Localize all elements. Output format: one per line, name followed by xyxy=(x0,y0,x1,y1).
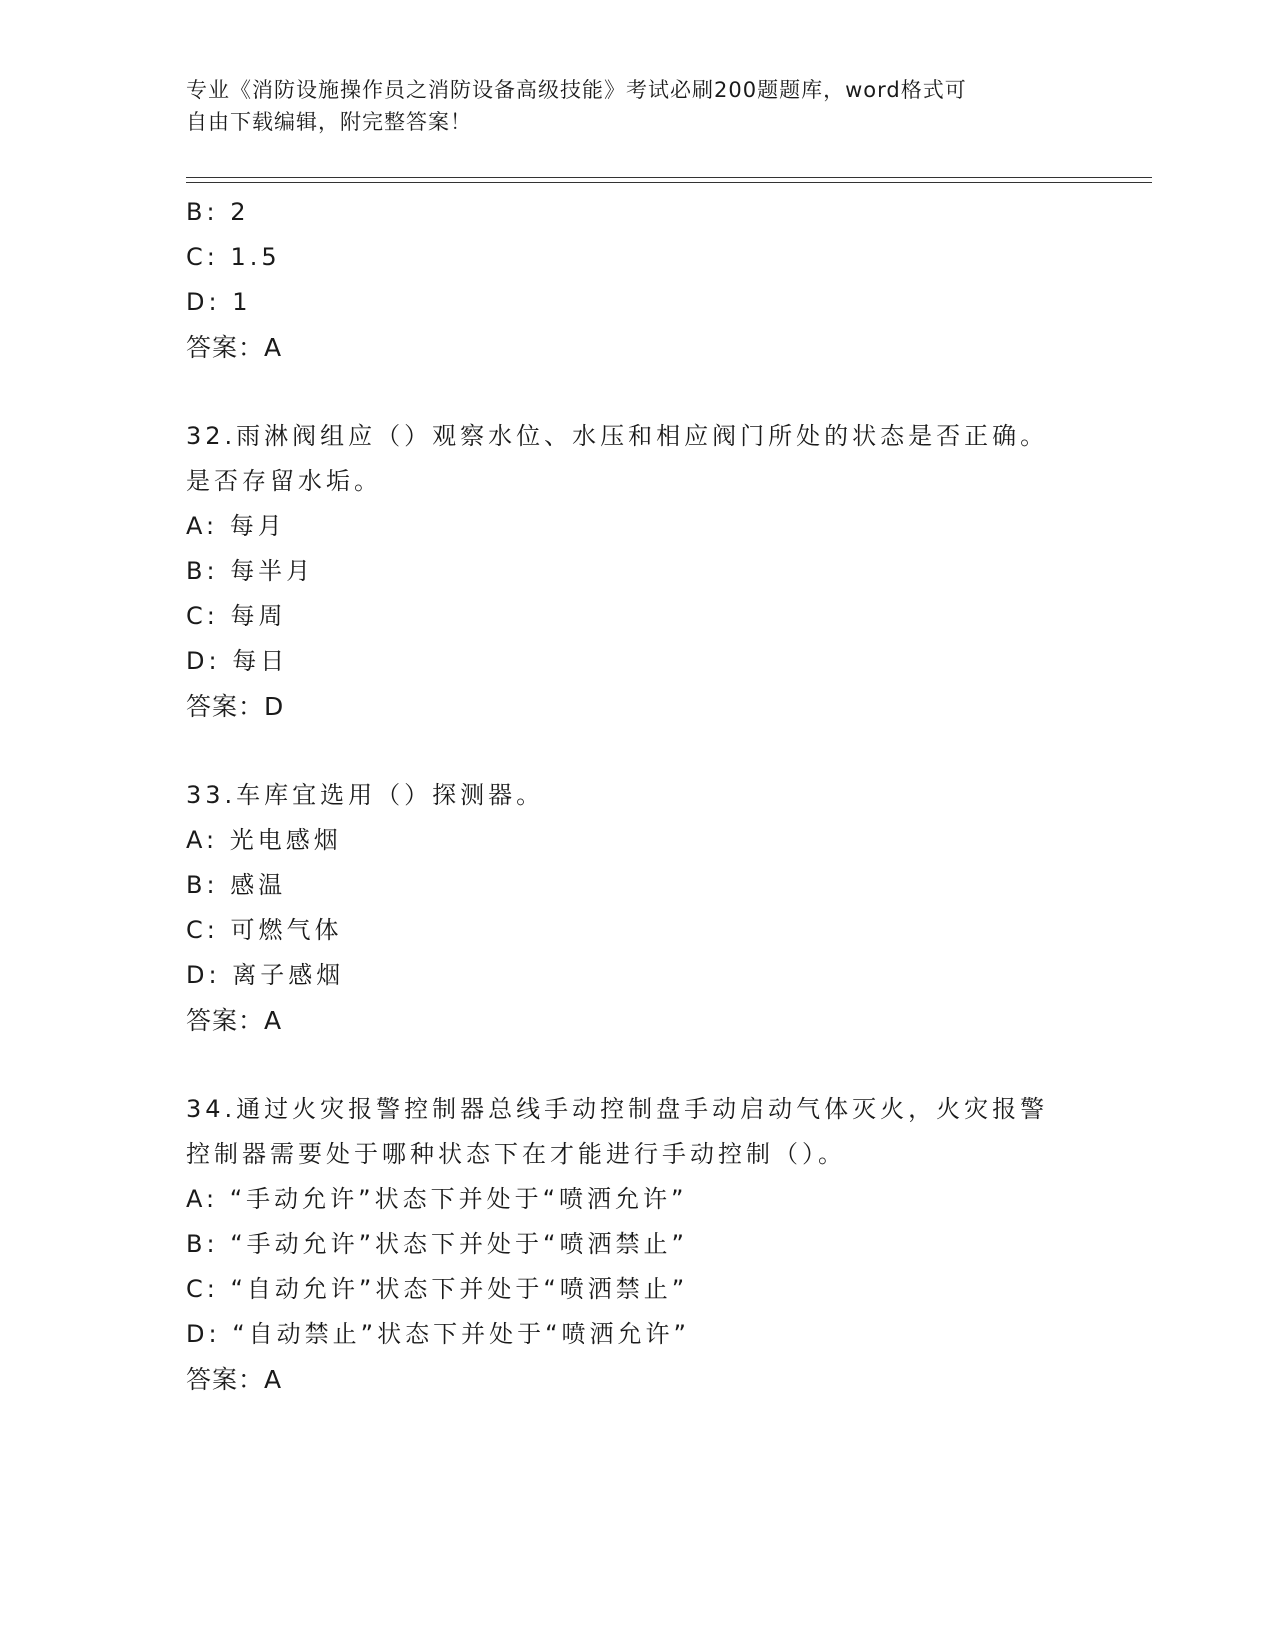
option-d: D: 每日 xyxy=(186,647,289,675)
option-a: A: 光电感烟 xyxy=(186,826,342,854)
spacer xyxy=(186,370,1086,414)
option-a: A: 每月 xyxy=(186,512,286,540)
option-b: B: 2 xyxy=(186,198,250,226)
document-header xyxy=(186,74,1066,138)
answer-line: 答案：A xyxy=(186,1006,283,1035)
option-b: B: “手动允许”状态下并处于“喷洒禁止” xyxy=(186,1230,688,1258)
question-34 xyxy=(186,1087,1086,1402)
question-text: 32.雨淋阀组应（）观察水位、水压和相应阀门所处的状态是否正确。 是否存留水垢。 xyxy=(186,422,1049,495)
option-b: B: 感温 xyxy=(186,871,287,899)
option-a: A: “手动允许”状态下并处于“喷洒允许” xyxy=(186,1185,688,1213)
question-33 xyxy=(186,773,1086,1043)
spacer xyxy=(186,1043,1086,1087)
option-d: D: 离子感烟 xyxy=(186,961,345,989)
option-c: C: “自动允许”状态下并处于“喷洒禁止” xyxy=(186,1275,689,1303)
header-line-1: 专业《消防设施操作员之消防设备高级技能》考试必刷200题题库，word格式可 xyxy=(186,78,967,102)
question-text: 34.通过火灾报警控制器总线手动控制盘手动启动气体灭火，火灾报警 控制器需要处于哪种状态下在才能进行手动控制（）。 xyxy=(186,1095,1049,1168)
question-fragment xyxy=(186,190,1086,370)
answer-line: 答案：A xyxy=(186,333,283,362)
option-d: D: “自动禁止”状态下并处于“喷洒允许” xyxy=(186,1320,690,1348)
question-text: 33.车库宜选用（）探测器。 xyxy=(186,781,545,809)
header-divider-top xyxy=(186,177,1152,178)
option-c: C: 可燃气体 xyxy=(186,916,343,944)
option-c: C: 1.5 xyxy=(186,243,281,271)
option-c: C: 每周 xyxy=(186,602,287,630)
answer-line: 答案：D xyxy=(186,692,285,721)
header-divider-bottom xyxy=(186,182,1152,183)
header-line-2: 自由下载编辑，附完整答案！ xyxy=(186,110,472,134)
spacer xyxy=(186,729,1086,773)
question-32 xyxy=(186,414,1086,729)
question-list xyxy=(186,190,1086,1402)
option-d: D: 1 xyxy=(186,288,252,316)
answer-line: 答案：A xyxy=(186,1365,283,1394)
option-b: B: 每半月 xyxy=(186,557,315,585)
